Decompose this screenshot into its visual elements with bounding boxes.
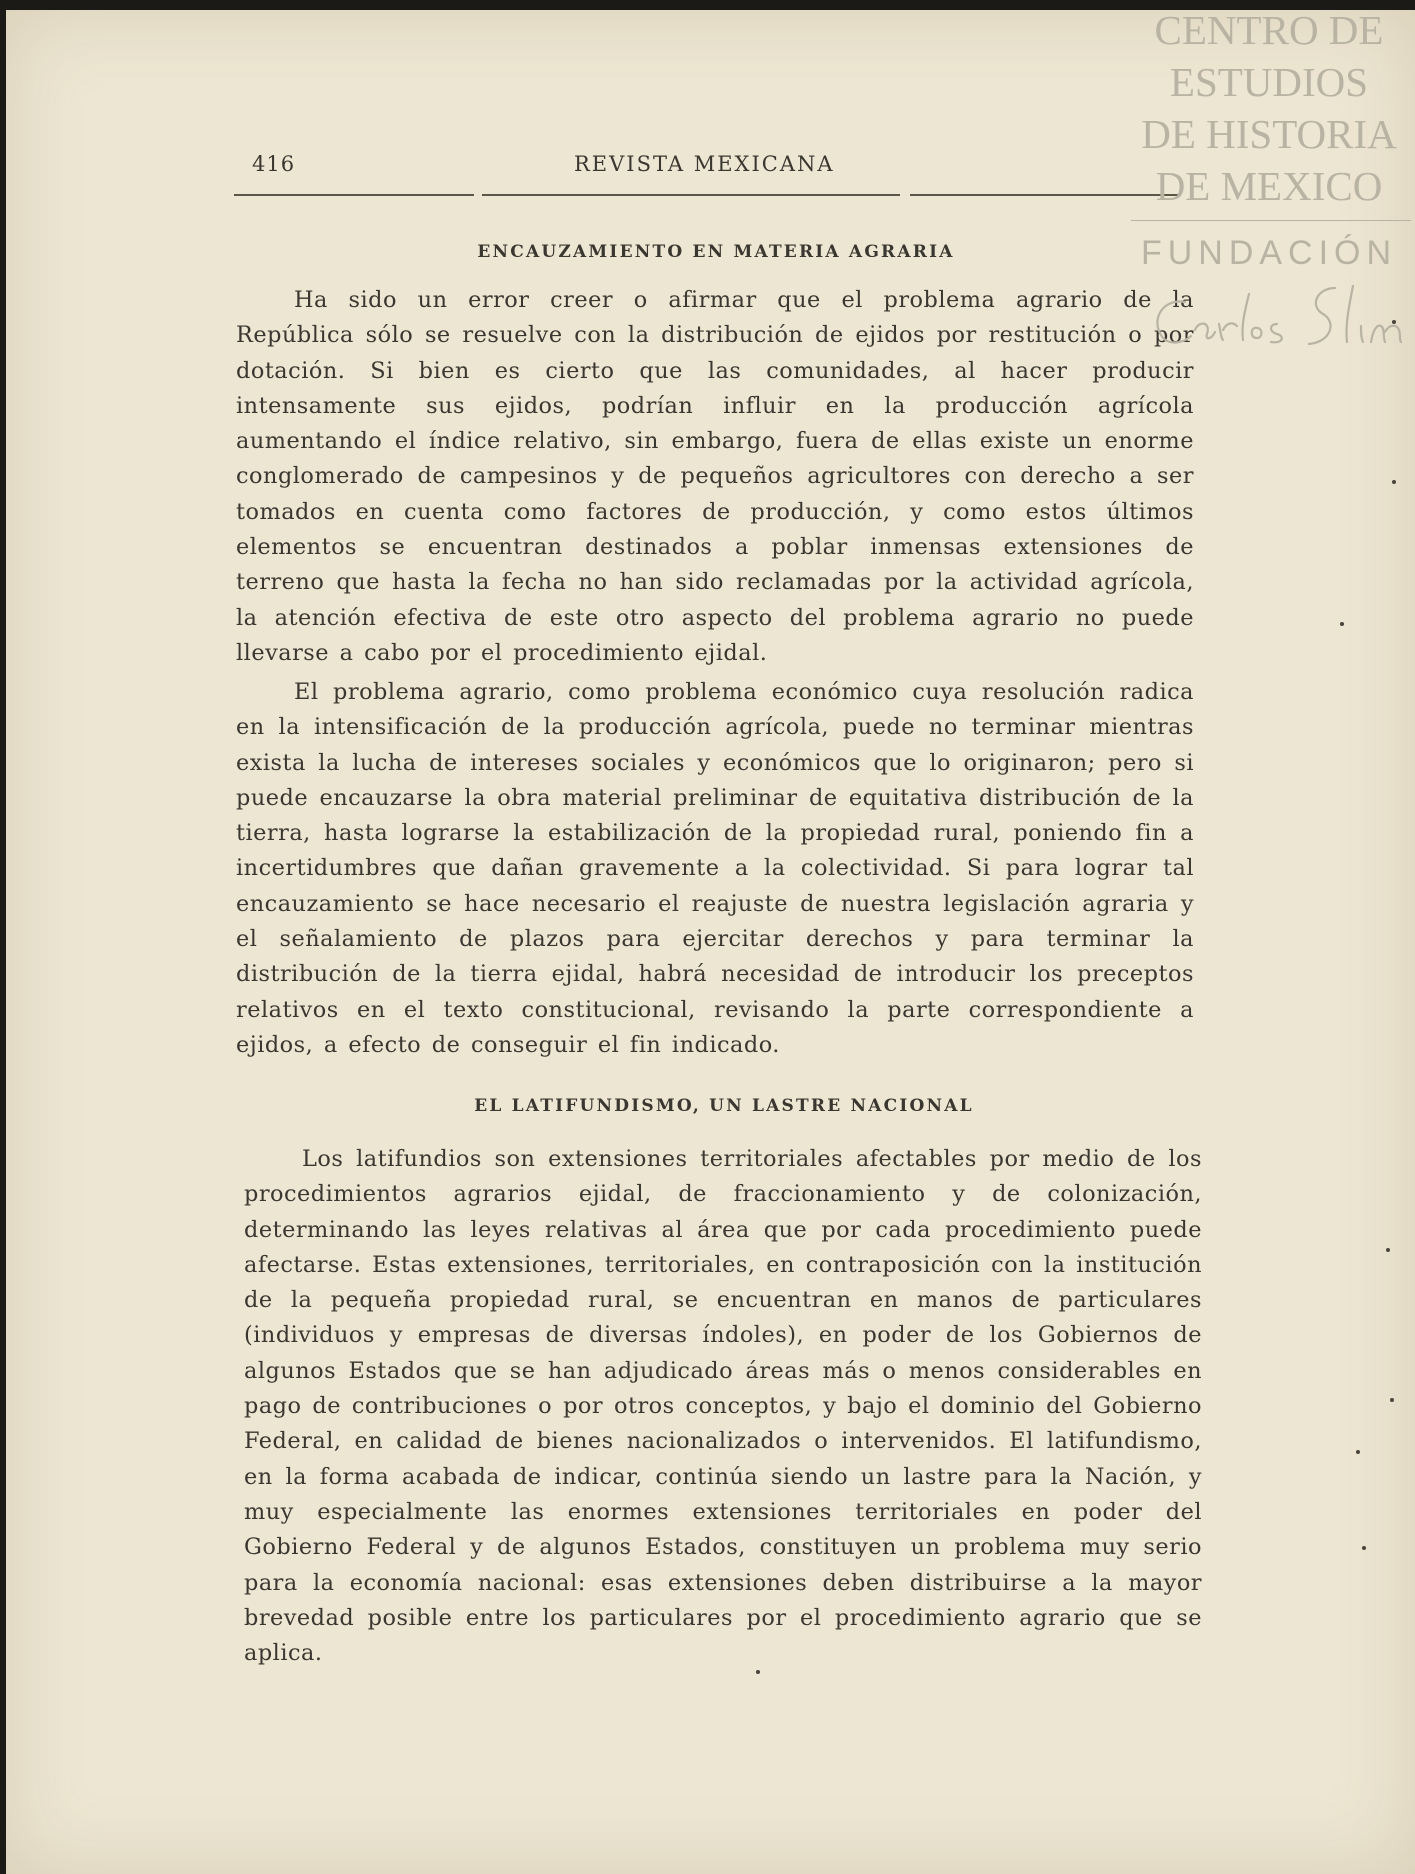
- header-rule-left: [234, 194, 474, 196]
- scan-speck: [1362, 1546, 1366, 1550]
- page-number: 416: [252, 152, 296, 176]
- header-rule-middle: [482, 194, 900, 196]
- scan-speck: [1392, 480, 1396, 484]
- journal-title: REVISTA MEXICANA: [574, 152, 835, 176]
- signature-logo: [1145, 280, 1405, 360]
- paragraph-3: Los latifundios son extensiones territoriales afectables por medio de los procedimientos agrarios ejidal, de fraccionamiento y de colonización, determinando las leyes relativas al área que por cada procedimiento puede afectarse. Estas extensiones, territoriales, en contraposición con la institución de la pequeña propiedad rural, se encuentran en manos de particulares (individuos y empresas de diversas índoles), en poder de los Gobiernos de algunos Estados que se han adjudicado áreas más o menos considerables en pago de contribuciones o por otros conceptos, y bajo el dominio del Gobierno Federal, en calidad de bienes nacionalizados o intervenidos. El latifundismo, en la forma acabada de indicar, continúa siendo un lastre para la Nación, y muy especialmente las enormes extensiones territoriales en poder del Gobierno Federal y de algunos Estados, constituyen un problema muy serio para la economía nacional: esas extensiones deben distribuirse a la mayor brevedad posible entre los particulares por el procedimiento agrario que se aplica.: [244, 1146, 1202, 1667]
- scan-speck: [1356, 1450, 1360, 1454]
- watermark-line-1: CENTRO DE: [1154, 10, 1384, 53]
- section-heading-encauzamiento: ENCAUZAMIENTO EN MATERIA AGRARIA: [477, 242, 955, 262]
- archive-watermark: [1123, 10, 1415, 390]
- document-page: [230, 138, 1202, 1667]
- scan-speck: [1392, 320, 1396, 324]
- paragraph-2: El problema agrario, como problema económico cuya resolución radica en la intensificación de la producción agrícola, puede no terminar mientras exista la lucha de intereses sociales y económicos que lo originaron; pero si puede encauzarse la obra material preliminar de equitativa distribución de la tierra, hasta lograrse la estabilización de la propiedad rural, poniendo fin a incertidumbres que dañan gravemente a la colectividad. Si para lograr tal encauzamiento se hace necesario el reajuste de nuestra legislación agraria y el señalamiento de plazos para ejercitar derechos y para terminar la distribución de la tierra ejidal, habrá necesidad de introducir los preceptos relativos en el texto constitucional, revisando la parte correspondiente a ejidos, a efecto de conseguir el fin indicado.: [236, 679, 1194, 1058]
- scan-speck: [1390, 1398, 1394, 1402]
- scan-speck: [1340, 622, 1344, 626]
- scan-speck: [1386, 1248, 1390, 1252]
- watermark-line-2: ESTUDIOS: [1169, 59, 1369, 105]
- running-header: [230, 138, 1202, 178]
- watermark-line-3: DE HISTORIA: [1141, 111, 1397, 157]
- paragraph-1: Ha sido un error creer o afirmar que el problema agrario de la República sólo se resuelve con la distribución de ejidos por restitución o por dotación. Si bien es cierto que las comunidades, al hacer producir intensamente sus ejidos, podrían influir en la producción agrícola aumentando el índice relativo, sin embargo, fuera de ellas existe un enorme conglomerado de campesinos y de pequeños agricultores con derecho a ser tomados en cuenta como factores de producción, y como estos últimos elementos se encuentran destinados a poblar inmensas extensiones de terreno que hasta la fecha no han sido reclamadas por la actividad agrícola, la atención efectiva de este otro aspecto del problema agrario no puede llevarse a cabo por el procedimiento ejidal.: [236, 287, 1194, 666]
- watermark-line-4: DE MEXICO: [1155, 163, 1383, 209]
- watermark-rule: [1131, 220, 1411, 221]
- section-heading-latifundismo: EL LATIFUNDISMO, UN LASTRE NACIONAL: [474, 1096, 974, 1116]
- scanned-page: [6, 10, 1415, 1874]
- scan-speck: [756, 1670, 760, 1674]
- watermark-fundacion: FUNDACIÓN: [1140, 234, 1398, 272]
